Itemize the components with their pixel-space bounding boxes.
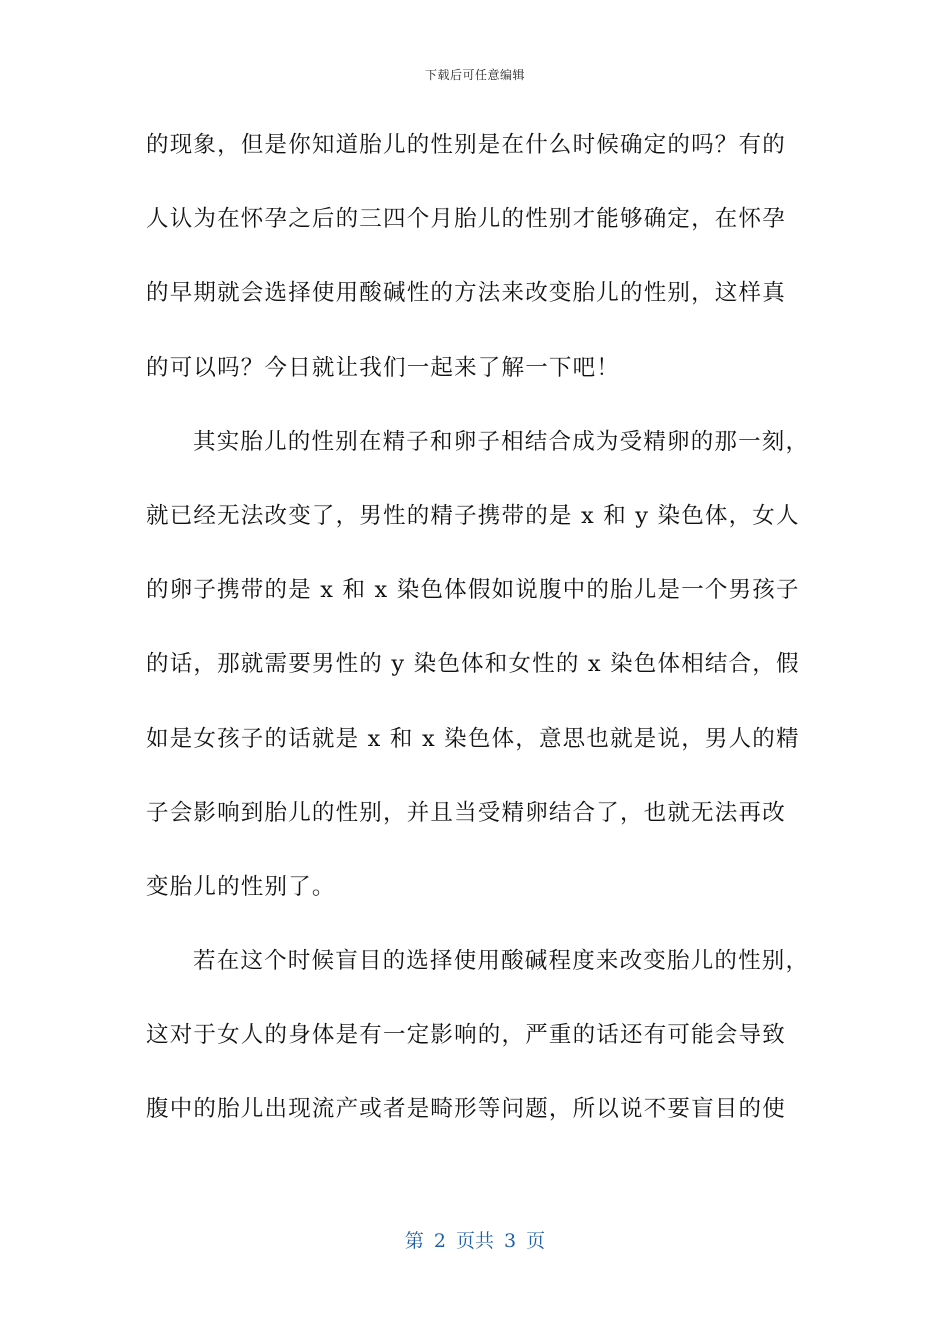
text-line: 的卵子携带的是 x 和 x 染色体假如说腹中的胎儿是一个男孩子: [146, 577, 800, 604]
text-line: 的现象，但是你知道胎儿的性别是在什么时候确定的吗？有的: [146, 132, 786, 158]
text-line: 的可以吗？今日就让我们一起来了解一下吧！: [146, 354, 621, 381]
paragraph-start-line: 其实胎儿的性别在精子和卵子相结合成为受精卵的那一刻，: [193, 428, 810, 455]
page-number-footer: 第 2 页共 3 页: [404, 1230, 546, 1252]
text-line: 就已经无法改变了，男性的精子携带的是 x 和 y 染色体，女人: [146, 502, 800, 529]
text-line: 的话，那就需要男性的 y 染色体和女性的 x 染色体相结合，假: [146, 651, 800, 678]
text-line: 子会影响到胎儿的性别，并且当受精卵结合了，也就无法再改: [146, 799, 786, 826]
text-line: 人认为在怀孕之后的三四个月胎儿的性别才能够确定，在怀孕: [146, 206, 786, 233]
text-line: 这对于女人的身体是有一定影响的，严重的话还有可能会导致: [146, 1022, 786, 1049]
page-header: 下载后可任意编辑: [424, 68, 525, 82]
paragraph-start-line: 若在这个时候盲目的选择使用酸碱程度来改变胎儿的性别，: [193, 948, 810, 975]
text-line: 腹中的胎儿出现流产或者是畸形等问题，所以说不要盲目的使: [146, 1096, 786, 1123]
text-line: 的早期就会选择使用酸碱性的方法来改变胎儿的性别，这样真: [146, 280, 786, 307]
text-line: 如是女孩子的话就是 x 和 x 染色体，意思也就是说，男人的精: [146, 725, 800, 752]
document-body: [146, 120, 810, 1159]
text-line: 变胎儿的性别了。: [146, 873, 336, 900]
